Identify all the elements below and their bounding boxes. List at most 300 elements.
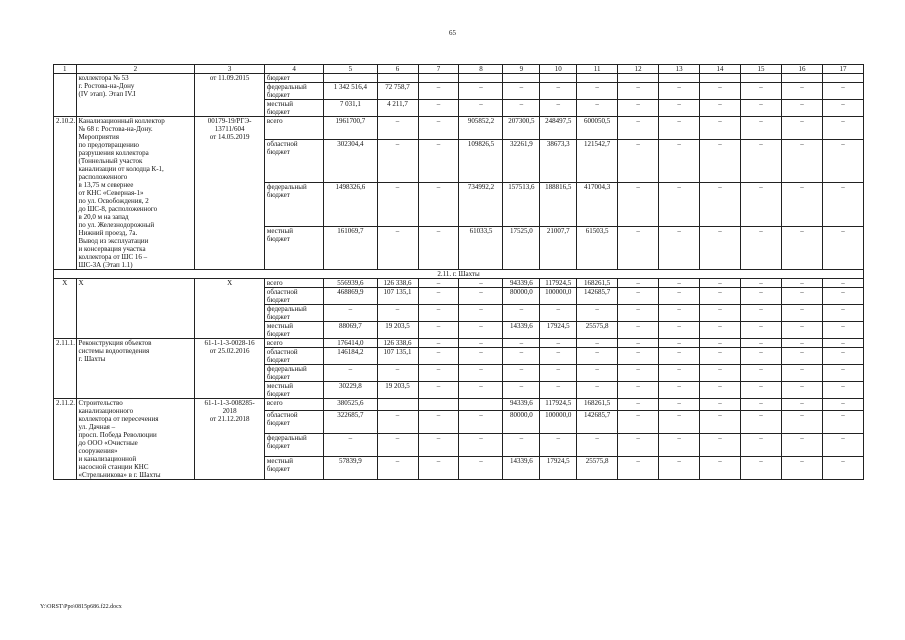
amount-value: – <box>822 434 863 457</box>
amount-value: 117924,5 <box>540 279 577 288</box>
amount-value: – <box>741 100 782 117</box>
amount-value: – <box>577 382 618 399</box>
funding-source: местный бюджет <box>264 322 323 339</box>
amount-value: – <box>822 382 863 399</box>
amount-value: 168261,5 <box>577 399 618 411</box>
column-number: 2 <box>76 65 195 74</box>
amount-value: – <box>503 83 540 100</box>
column-number: 14 <box>700 65 741 74</box>
amount-value: – <box>418 226 459 269</box>
amount-value: – <box>459 279 503 288</box>
amount-value: – <box>781 139 822 182</box>
amount-value: – <box>659 411 700 434</box>
amount-value: 38673,3 <box>540 139 577 182</box>
amount-value: – <box>781 411 822 434</box>
amount-value <box>781 74 822 83</box>
amount-value: – <box>659 382 700 399</box>
amount-value: – <box>741 305 782 322</box>
amount-value: – <box>741 399 782 411</box>
amount-value: – <box>822 399 863 411</box>
amount-value: 19 203,5 <box>377 322 418 339</box>
amount-value: – <box>503 348 540 365</box>
amount-value: 248497,5 <box>540 117 577 140</box>
amount-value: – <box>822 83 863 100</box>
funding-source: областной бюджет <box>264 139 323 182</box>
amount-value: – <box>540 365 577 382</box>
amount-value: – <box>781 348 822 365</box>
amount-value <box>540 74 577 83</box>
column-number: 13 <box>659 65 700 74</box>
page-number: 65 <box>449 29 456 37</box>
amount-value: – <box>700 382 741 399</box>
column-number: 16 <box>781 65 822 74</box>
amount-value: – <box>418 339 459 348</box>
amount-value: – <box>618 288 659 305</box>
table-row <box>54 74 864 83</box>
amount-value: – <box>822 139 863 182</box>
amount-value: 107 135,1 <box>377 288 418 305</box>
amount-value: 417004,3 <box>577 183 618 226</box>
amount-value: – <box>503 339 540 348</box>
amount-value: – <box>618 183 659 226</box>
amount-value: 21007,7 <box>540 226 577 269</box>
funding-source: областной бюджет <box>264 348 323 365</box>
amount-value: – <box>618 365 659 382</box>
amount-value: – <box>700 183 741 226</box>
amount-value: – <box>741 382 782 399</box>
amount-value: – <box>577 305 618 322</box>
amount-value: 4 211,7 <box>377 100 418 117</box>
amount-value: – <box>659 339 700 348</box>
column-number: 3 <box>195 65 265 74</box>
amount-value: – <box>781 83 822 100</box>
amount-value: – <box>459 305 503 322</box>
amount-value: – <box>459 348 503 365</box>
amount-value: 207300,5 <box>503 117 540 140</box>
amount-value: 88069,7 <box>324 322 377 339</box>
amount-value: – <box>741 457 782 480</box>
amount-value: – <box>503 100 540 117</box>
document-reference: 00179-19/РГЭ- 13711/604 от 14.05.2019 <box>195 117 265 270</box>
column-number: 8 <box>459 65 503 74</box>
amount-value: – <box>700 399 741 411</box>
budget-table <box>53 64 864 480</box>
amount-value: – <box>459 288 503 305</box>
amount-value: – <box>822 305 863 322</box>
column-number: 5 <box>324 65 377 74</box>
amount-value: – <box>418 100 459 117</box>
amount-value: – <box>618 434 659 457</box>
amount-value: – <box>700 226 741 269</box>
item-number <box>54 74 77 117</box>
amount-value <box>659 74 700 83</box>
amount-value: – <box>822 348 863 365</box>
amount-value: – <box>741 183 782 226</box>
amount-value: – <box>540 348 577 365</box>
amount-value: – <box>741 365 782 382</box>
amount-value: – <box>377 305 418 322</box>
amount-value <box>577 74 618 83</box>
amount-value: 19 203,5 <box>377 382 418 399</box>
funding-source: федеральный бюджет <box>264 83 323 100</box>
amount-value: – <box>822 288 863 305</box>
amount-value: – <box>741 226 782 269</box>
amount-value: – <box>781 279 822 288</box>
item-name: Х <box>76 279 195 339</box>
amount-value: – <box>659 288 700 305</box>
amount-value: – <box>377 139 418 182</box>
amount-value: 61503,5 <box>577 226 618 269</box>
amount-value: – <box>418 288 459 305</box>
funding-source: всего <box>264 117 323 140</box>
amount-value: – <box>618 100 659 117</box>
amount-value: 734992,2 <box>459 183 503 226</box>
amount-value: 556939,6 <box>324 279 377 288</box>
document-reference: Х <box>195 279 265 339</box>
amount-value <box>418 74 459 83</box>
amount-value: – <box>741 339 782 348</box>
amount-value: – <box>659 322 700 339</box>
item-name: коллектора № 53 г. Ростова-на-Дону (IV этап). Этап IV.I <box>76 74 195 117</box>
funding-source: федеральный бюджет <box>264 434 323 457</box>
amount-value: – <box>700 322 741 339</box>
amount-value: 117924,5 <box>540 399 577 411</box>
amount-value: – <box>741 279 782 288</box>
amount-value: – <box>700 348 741 365</box>
amount-value: – <box>781 382 822 399</box>
amount-value: 468869,9 <box>324 288 377 305</box>
amount-value: – <box>781 288 822 305</box>
amount-value: – <box>577 339 618 348</box>
item-number: 2.11.2. <box>54 399 77 480</box>
item-name: Реконструкция объектов системы водоотведения г. Шахты <box>76 339 195 399</box>
amount-value: – <box>741 288 782 305</box>
funding-source: всего <box>264 399 323 411</box>
amount-value: – <box>377 117 418 140</box>
amount-value: – <box>781 365 822 382</box>
amount-value: – <box>781 434 822 457</box>
amount-value: 1498326,6 <box>324 183 377 226</box>
funding-source: местный бюджет <box>264 226 323 269</box>
amount-value: 176414,0 <box>324 339 377 348</box>
amount-value: 600050,5 <box>577 117 618 140</box>
amount-value: – <box>618 382 659 399</box>
column-number: 7 <box>418 65 459 74</box>
amount-value <box>700 74 741 83</box>
amount-value: – <box>781 117 822 140</box>
amount-value: – <box>659 399 700 411</box>
amount-value <box>822 74 863 83</box>
amount-value: – <box>659 348 700 365</box>
amount-value: – <box>659 83 700 100</box>
amount-value: 1961700,7 <box>324 117 377 140</box>
amount-value: 17525,0 <box>503 226 540 269</box>
section-heading-row <box>54 270 864 279</box>
amount-value: 146184,2 <box>324 348 377 365</box>
amount-value: – <box>822 339 863 348</box>
amount-value: – <box>540 83 577 100</box>
amount-value: – <box>741 411 782 434</box>
amount-value <box>324 74 377 83</box>
amount-value: – <box>459 100 503 117</box>
amount-value: – <box>459 382 503 399</box>
amount-value: 25575,8 <box>577 457 618 480</box>
amount-value: 161069,7 <box>324 226 377 269</box>
amount-value: – <box>503 365 540 382</box>
amount-value: – <box>503 382 540 399</box>
amount-value: 142685,7 <box>577 411 618 434</box>
amount-value: – <box>503 305 540 322</box>
amount-value: – <box>377 457 418 480</box>
amount-value: – <box>618 457 659 480</box>
table-row <box>54 399 864 411</box>
amount-value: – <box>659 117 700 140</box>
amount-value: – <box>618 305 659 322</box>
amount-value: 126 338,6 <box>377 279 418 288</box>
amount-value: – <box>700 139 741 182</box>
amount-value: – <box>324 365 377 382</box>
amount-value: – <box>700 117 741 140</box>
document-reference: 61-1-1-3-008285- 2018 от 21.12.2018 <box>195 399 265 480</box>
funding-source: местный бюджет <box>264 100 323 117</box>
amount-value <box>618 74 659 83</box>
amount-value: 905852,2 <box>459 117 503 140</box>
amount-value: – <box>741 83 782 100</box>
table-row <box>54 117 864 140</box>
amount-value: 121542,7 <box>577 139 618 182</box>
amount-value: 322685,7 <box>324 411 377 434</box>
amount-value: – <box>418 457 459 480</box>
document-reference: 61-1-1-3-0028-16 от 25.02.2016 <box>195 339 265 399</box>
funding-source: областной бюджет <box>264 411 323 434</box>
item-number: 2.11.1. <box>54 339 77 399</box>
amount-value: – <box>822 322 863 339</box>
amount-value: 25575,8 <box>577 322 618 339</box>
amount-value: – <box>659 183 700 226</box>
amount-value: – <box>700 411 741 434</box>
amount-value: – <box>418 305 459 322</box>
amount-value <box>418 399 459 411</box>
funding-source: местный бюджет <box>264 457 323 480</box>
item-number: 2.10.2. <box>54 117 77 270</box>
column-number: 6 <box>377 65 418 74</box>
amount-value: – <box>418 322 459 339</box>
amount-value: – <box>618 322 659 339</box>
amount-value: 17924,5 <box>540 457 577 480</box>
amount-value: – <box>700 434 741 457</box>
amount-value <box>741 74 782 83</box>
amount-value: – <box>418 434 459 457</box>
amount-value: – <box>659 139 700 182</box>
amount-value: – <box>741 322 782 339</box>
amount-value: 168261,5 <box>577 279 618 288</box>
amount-value: – <box>659 100 700 117</box>
amount-value: 188816,5 <box>540 183 577 226</box>
amount-value: 14339,6 <box>503 322 540 339</box>
amount-value <box>377 399 418 411</box>
amount-value: 107 135,1 <box>377 348 418 365</box>
table-row <box>54 339 864 348</box>
amount-value: 80000,0 <box>503 411 540 434</box>
amount-value: – <box>700 457 741 480</box>
amount-value: – <box>540 382 577 399</box>
amount-value: – <box>618 348 659 365</box>
funding-source: федеральный бюджет <box>264 183 323 226</box>
amount-value: – <box>459 83 503 100</box>
document-reference: от 11.09.2015 <box>195 74 265 117</box>
amount-value: – <box>781 183 822 226</box>
amount-value: – <box>822 183 863 226</box>
section-heading: 2.11. г. Шахты <box>54 270 864 279</box>
amount-value: – <box>459 457 503 480</box>
amount-value: – <box>700 288 741 305</box>
amount-value: – <box>459 411 503 434</box>
amount-value: – <box>659 457 700 480</box>
amount-value: – <box>700 279 741 288</box>
amount-value: – <box>459 434 503 457</box>
amount-value: 32261,9 <box>503 139 540 182</box>
funding-source: местный бюджет <box>264 382 323 399</box>
amount-value: 1 342 516,4 <box>324 83 377 100</box>
amount-value: 80000,0 <box>503 288 540 305</box>
amount-value: – <box>577 365 618 382</box>
amount-value: – <box>459 322 503 339</box>
amount-value: – <box>659 365 700 382</box>
amount-value: – <box>700 100 741 117</box>
amount-value: – <box>618 139 659 182</box>
amount-value: – <box>781 399 822 411</box>
amount-value: – <box>659 434 700 457</box>
amount-value: – <box>781 322 822 339</box>
funding-source: всего <box>264 279 323 288</box>
amount-value: – <box>540 339 577 348</box>
funding-source: областной бюджет <box>264 288 323 305</box>
amount-value: – <box>741 117 782 140</box>
amount-value: – <box>418 365 459 382</box>
amount-value: – <box>822 365 863 382</box>
amount-value: – <box>822 117 863 140</box>
amount-value: – <box>822 100 863 117</box>
amount-value: – <box>700 339 741 348</box>
amount-value: – <box>618 339 659 348</box>
column-number: 12 <box>618 65 659 74</box>
amount-value: – <box>418 348 459 365</box>
amount-value: – <box>822 226 863 269</box>
amount-value <box>459 74 503 83</box>
file-path-footer: Y:\ORST\Ppo\0815p686.f22.docx <box>40 604 122 610</box>
amount-value: 14339,6 <box>503 457 540 480</box>
amount-value: 126 338,6 <box>377 339 418 348</box>
amount-value: – <box>459 339 503 348</box>
amount-value: – <box>618 411 659 434</box>
table-row <box>54 279 864 288</box>
amount-value: – <box>618 83 659 100</box>
amount-value: 302304,4 <box>324 139 377 182</box>
column-number: 1 <box>54 65 77 74</box>
amount-value: – <box>659 279 700 288</box>
column-number: 10 <box>540 65 577 74</box>
amount-value: – <box>377 434 418 457</box>
amount-value: – <box>822 279 863 288</box>
amount-value: 100000,0 <box>540 411 577 434</box>
amount-value: – <box>741 434 782 457</box>
amount-value: 72 758,7 <box>377 83 418 100</box>
item-name: Канализационный коллектор № 68 г. Ростова-на-Дону. Мероприятия по предотвращению разрушения коллектора (Тоннельный участок канализации от колодца К-1, расположенного в 13,75 м севернее от КНС «Северная-1» по ул. Освобождения, 2 до ШС-8, расположенного в 20,0 м на запад по ул. Железнодорожный Нижний проезд, 7а. Вывод из эксплуатации и консервация участка коллектора от ШС 16 – ШС-3А (Этап 1.1) <box>76 117 195 270</box>
amount-value: – <box>577 348 618 365</box>
amount-value: – <box>741 139 782 182</box>
amount-value: – <box>618 399 659 411</box>
amount-value: – <box>577 100 618 117</box>
funding-source: федеральный бюджет <box>264 365 323 382</box>
amount-value: – <box>377 365 418 382</box>
amount-value: – <box>659 305 700 322</box>
column-number: 11 <box>577 65 618 74</box>
amount-value: – <box>781 226 822 269</box>
amount-value: – <box>418 279 459 288</box>
amount-value: 380525,6 <box>324 399 377 411</box>
amount-value: – <box>540 305 577 322</box>
amount-value: – <box>618 226 659 269</box>
amount-value: 142685,7 <box>577 288 618 305</box>
amount-value: – <box>418 139 459 182</box>
amount-value: – <box>503 434 540 457</box>
amount-value: 100000,0 <box>540 288 577 305</box>
amount-value: – <box>700 305 741 322</box>
amount-value: – <box>324 434 377 457</box>
amount-value <box>503 74 540 83</box>
funding-source: всего <box>264 339 323 348</box>
amount-value: – <box>822 457 863 480</box>
funding-source: бюджет <box>264 74 323 83</box>
amount-value: – <box>377 183 418 226</box>
amount-value: – <box>822 411 863 434</box>
column-number: 9 <box>503 65 540 74</box>
amount-value: – <box>781 305 822 322</box>
amount-value <box>459 399 503 411</box>
amount-value: – <box>700 83 741 100</box>
amount-value: – <box>418 117 459 140</box>
amount-value: 7 031,1 <box>324 100 377 117</box>
amount-value: – <box>781 339 822 348</box>
column-number-row <box>54 65 864 74</box>
amount-value: – <box>618 117 659 140</box>
item-number: Х <box>54 279 77 339</box>
amount-value <box>377 74 418 83</box>
amount-value: – <box>418 183 459 226</box>
amount-value: 61033,5 <box>459 226 503 269</box>
amount-value: 30229,8 <box>324 382 377 399</box>
column-number: 15 <box>741 65 782 74</box>
amount-value: – <box>459 365 503 382</box>
amount-value: – <box>540 100 577 117</box>
amount-value: 94339,6 <box>503 399 540 411</box>
amount-value: – <box>540 434 577 457</box>
amount-value: – <box>781 100 822 117</box>
amount-value: – <box>741 348 782 365</box>
amount-value: – <box>700 365 741 382</box>
amount-value: – <box>418 382 459 399</box>
amount-value: – <box>418 411 459 434</box>
amount-value: – <box>324 305 377 322</box>
amount-value: – <box>377 411 418 434</box>
funding-source: федеральный бюджет <box>264 305 323 322</box>
amount-value: – <box>618 279 659 288</box>
amount-value: – <box>659 226 700 269</box>
amount-value: – <box>577 434 618 457</box>
amount-value: 157513,6 <box>503 183 540 226</box>
amount-value: 109826,5 <box>459 139 503 182</box>
column-number: 4 <box>264 65 323 74</box>
